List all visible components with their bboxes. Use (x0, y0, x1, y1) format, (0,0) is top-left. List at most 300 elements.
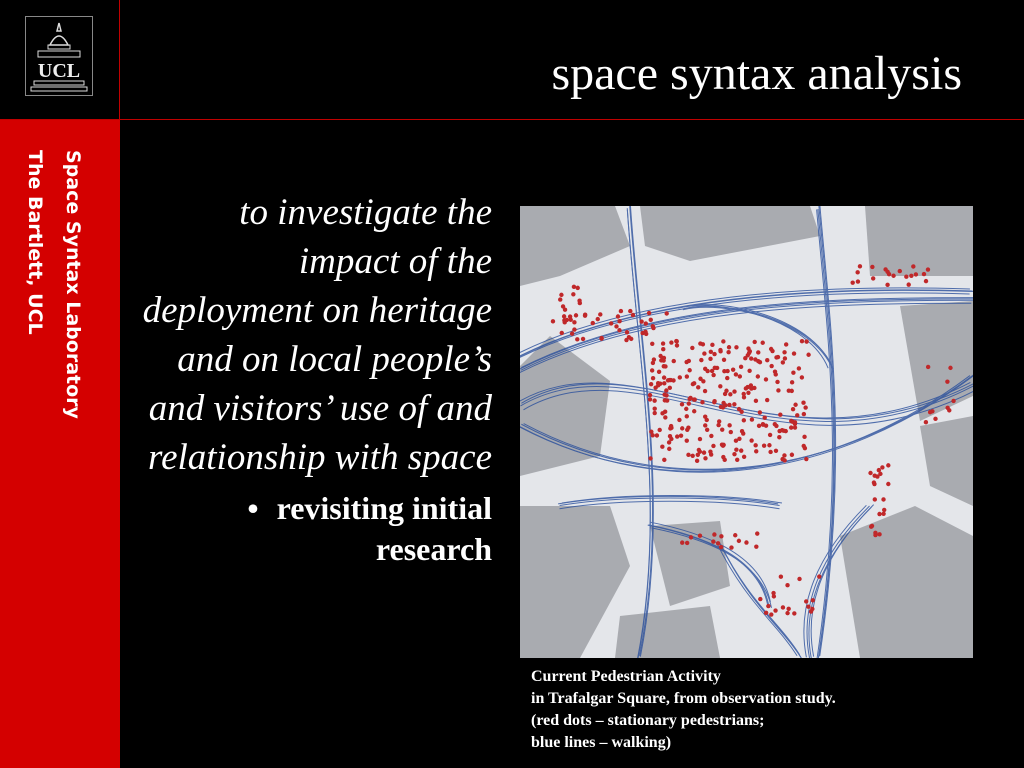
caption-line: (red dots – stationary pedestrians; (531, 712, 765, 729)
stationary-dot (723, 458, 727, 462)
stationary-dot (715, 366, 719, 370)
stationary-dot (731, 367, 735, 371)
stationary-dot (924, 279, 928, 283)
stationary-dot (727, 423, 731, 427)
stationary-dot (728, 392, 732, 396)
stationary-dot (685, 374, 689, 378)
stationary-dot (692, 409, 696, 413)
stationary-dot (767, 443, 771, 447)
stationary-dot (779, 575, 783, 579)
stationary-dot (764, 423, 768, 427)
stationary-dot (644, 321, 648, 325)
stationary-dot (712, 399, 716, 403)
caption-line: blue lines – walking) (531, 734, 672, 751)
stationary-dot (873, 533, 877, 537)
stationary-dot (708, 449, 712, 453)
stationary-dot (880, 465, 884, 469)
stationary-dot (804, 599, 808, 603)
stationary-dot (712, 532, 716, 536)
stationary-dot (721, 443, 725, 447)
stationary-dot (762, 443, 766, 447)
slide-title: space syntax analysis (551, 47, 962, 100)
stationary-dot (703, 456, 707, 460)
objective-text: to investigate the impact of the deployment on heritage and on local people’s and visitors’ use of and relationship with space (142, 192, 492, 478)
stationary-dot (769, 364, 773, 368)
stationary-dot (947, 408, 951, 412)
stationary-dot (664, 311, 668, 315)
stationary-dot (578, 301, 582, 305)
stationary-dot (754, 544, 758, 548)
stationary-dot (689, 535, 693, 539)
stationary-dot (684, 407, 688, 411)
stationary-dot (576, 286, 580, 290)
stationary-dot (764, 611, 768, 615)
stationary-dot (803, 446, 807, 450)
stationary-dot (742, 395, 746, 399)
stationary-dot (855, 270, 859, 274)
stationary-dot (700, 400, 704, 404)
stationary-dot (885, 270, 889, 274)
svg-text:UCL: UCL (37, 60, 81, 82)
stationary-dot (904, 275, 908, 279)
stationary-dot (722, 369, 726, 373)
stationary-dot (662, 375, 666, 379)
stationary-dot (701, 342, 705, 346)
stationary-dot (926, 267, 930, 271)
stationary-dot (692, 381, 696, 385)
stationary-dot (775, 380, 779, 384)
stationary-dot (914, 272, 918, 276)
stationary-dot (723, 392, 727, 396)
stationary-dot (664, 388, 668, 392)
stationary-dot (777, 429, 781, 433)
stationary-dot (793, 425, 797, 429)
stationary-dot (559, 293, 563, 297)
stationary-dot (761, 341, 765, 345)
stationary-dot (661, 347, 665, 351)
stationary-dot (698, 437, 702, 441)
stationary-dot (749, 438, 753, 442)
ucl-logo (25, 16, 93, 96)
stationary-dot (721, 339, 725, 343)
stationary-dot (907, 282, 911, 286)
stationary-dot (711, 373, 715, 377)
school-name: The Bartlett, UCL (24, 150, 46, 335)
stationary-dot (778, 413, 782, 417)
stationary-dot (909, 274, 913, 278)
stationary-dot (647, 311, 651, 315)
stationary-dot (686, 453, 690, 457)
stationary-dot (768, 433, 772, 437)
caption-line: Current Pedestrian Activity (531, 668, 721, 685)
stationary-dot (725, 376, 729, 380)
stationary-dot (757, 424, 761, 428)
stationary-dot (801, 401, 805, 405)
stationary-dot (560, 331, 564, 335)
stationary-dot (886, 482, 890, 486)
stationary-dot (737, 539, 741, 543)
stationary-dot (656, 381, 660, 385)
stationary-dot (868, 471, 872, 475)
stationary-dot (749, 386, 753, 390)
stationary-dot (763, 416, 767, 420)
stationary-dot (850, 280, 854, 284)
stationary-dot (687, 397, 691, 401)
stationary-dot (711, 444, 715, 448)
stationary-dot (649, 318, 653, 322)
stationary-dot (685, 541, 689, 545)
stationary-dot (729, 430, 733, 434)
stationary-dot (926, 365, 930, 369)
stationary-dot (705, 428, 709, 432)
stationary-dot (617, 328, 621, 332)
stationary-dot (650, 368, 654, 372)
stationary-dot (729, 545, 733, 549)
stationary-dot (698, 450, 702, 454)
stationary-dot (755, 531, 759, 535)
stationary-dot (877, 512, 881, 516)
stationary-dot (773, 608, 777, 612)
stationary-dot (945, 379, 949, 383)
stationary-dot (776, 388, 780, 392)
stationary-dot (793, 403, 797, 407)
stationary-dot (881, 512, 885, 516)
sidebar-band (0, 120, 120, 768)
stationary-dot (648, 393, 652, 397)
stationary-dot (792, 611, 796, 615)
stationary-dot (662, 392, 666, 396)
stationary-dot (753, 340, 757, 344)
stationary-dot (756, 374, 760, 378)
stationary-dot (858, 264, 862, 268)
stationary-dot (572, 327, 576, 331)
stationary-dot (599, 336, 603, 340)
stationary-dot (678, 375, 682, 379)
stationary-dot (598, 312, 602, 316)
stationary-dot (783, 356, 787, 360)
stationary-dot (662, 381, 666, 385)
stationary-dot (877, 468, 881, 472)
stationary-dot (797, 366, 801, 370)
stationary-dot (651, 376, 655, 380)
stationary-dot (703, 423, 707, 427)
stationary-dot (551, 319, 555, 323)
stationary-dot (672, 359, 676, 363)
stationary-dot (817, 574, 821, 578)
stationary-dot (631, 313, 635, 317)
stationary-dot (911, 264, 915, 268)
stationary-dot (803, 405, 807, 409)
stationary-dot (657, 428, 661, 432)
stationary-dot (675, 339, 679, 343)
stationary-dot (625, 330, 629, 334)
stationary-dot (669, 340, 673, 344)
stationary-dot (617, 319, 621, 323)
stationary-dot (574, 313, 578, 317)
divider-vertical (119, 0, 120, 120)
stationary-dot (651, 324, 655, 328)
stationary-dot (802, 435, 806, 439)
stationary-dot (802, 412, 806, 416)
stationary-dot (776, 355, 780, 359)
stationary-dot (658, 354, 662, 358)
stationary-dot (675, 343, 679, 347)
stationary-dot (661, 341, 665, 345)
stationary-dot (791, 371, 795, 375)
stationary-dot (710, 369, 714, 373)
stationary-dot (703, 389, 707, 393)
stationary-dot (709, 434, 713, 438)
stationary-dot (806, 353, 810, 357)
stationary-dot (928, 410, 932, 414)
stationary-dot (781, 428, 785, 432)
stationary-dot (891, 274, 895, 278)
stationary-dot (709, 350, 713, 354)
stationary-dot (686, 425, 690, 429)
stationary-dot (734, 372, 738, 376)
stationary-dot (787, 389, 791, 393)
stationary-dot (572, 285, 576, 289)
stationary-dot (791, 407, 795, 411)
stationary-dot (753, 443, 757, 447)
stationary-dot (737, 437, 741, 441)
stationary-dot (877, 532, 881, 536)
stationary-dot (660, 445, 664, 449)
stationary-dot (732, 452, 736, 456)
stationary-dot (769, 612, 773, 616)
caption-line: in Trafalgar Square, from observation study. (531, 690, 836, 707)
stationary-dot (669, 378, 673, 382)
stationary-dot (768, 450, 772, 454)
stationary-dot (653, 411, 657, 415)
stationary-dot (562, 314, 566, 318)
stationary-dot (723, 403, 727, 407)
stationary-dot (740, 429, 744, 433)
stationary-dot (948, 366, 952, 370)
stationary-dot (687, 359, 691, 363)
stationary-dot (609, 321, 613, 325)
stationary-dot (758, 597, 762, 601)
stationary-dot (800, 339, 804, 343)
stationary-dot (770, 349, 774, 353)
stationary-dot (885, 283, 889, 287)
stationary-dot (662, 458, 666, 462)
stationary-dot (870, 524, 874, 528)
stationary-dot (711, 539, 715, 543)
stationary-dot (663, 398, 667, 402)
stationary-dot (739, 448, 743, 452)
stationary-dot (789, 419, 793, 423)
stationary-dot (708, 357, 712, 361)
stationary-dot (675, 434, 679, 438)
stationary-dot (746, 353, 750, 357)
stationary-dot (596, 317, 600, 321)
stationary-dot (690, 346, 694, 350)
stationary-dot (898, 269, 902, 273)
stationary-dot (754, 399, 758, 403)
stationary-dot (790, 380, 794, 384)
stationary-dot (690, 454, 694, 458)
stationary-dot (667, 447, 671, 451)
stationary-dot (699, 358, 703, 362)
stationary-dot (648, 456, 652, 460)
stationary-dot (692, 397, 696, 401)
stationary-dot (710, 343, 714, 347)
stationary-dot (563, 320, 567, 324)
stationary-dot (933, 417, 937, 421)
stationary-dot (695, 459, 699, 463)
stationary-dot (744, 540, 748, 544)
stationary-dot (756, 350, 760, 354)
stationary-dot (663, 415, 667, 419)
stationary-dot (781, 605, 785, 609)
stationary-dot (733, 533, 737, 537)
stationary-dot (873, 497, 877, 501)
stationary-dot (649, 382, 653, 386)
stationary-dot (739, 410, 743, 414)
stationary-dot (722, 358, 726, 362)
stationary-dot (734, 448, 738, 452)
figure-caption (531, 666, 836, 754)
stationary-dot (774, 449, 778, 453)
stationary-dot (640, 331, 644, 335)
stationary-dot (804, 339, 808, 343)
stationary-dot (727, 345, 731, 349)
stationary-dot (746, 346, 750, 350)
stationary-dot (871, 276, 875, 280)
stationary-dot (870, 265, 874, 269)
stationary-dot (650, 342, 654, 346)
stationary-dot (639, 319, 643, 323)
stationary-dot (558, 297, 562, 301)
stationary-dot (772, 594, 776, 598)
stationary-dot (680, 426, 684, 430)
stationary-dot (800, 375, 804, 379)
stationary-dot (750, 417, 754, 421)
stationary-dot (705, 418, 709, 422)
stationary-dot (629, 337, 633, 341)
stationary-dot (782, 350, 786, 354)
stationary-dot (738, 374, 742, 378)
stationary-dot (766, 604, 770, 608)
pedestrian-activity-map (520, 206, 973, 658)
stationary-dot (698, 534, 702, 538)
stationary-dot (628, 309, 632, 313)
stationary-dot (951, 399, 955, 403)
stationary-dot (687, 368, 691, 372)
stationary-dot (746, 391, 750, 395)
stationary-dot (765, 398, 769, 402)
stationary-dot (804, 457, 808, 461)
stationary-dot (702, 450, 706, 454)
stationary-dot (742, 418, 746, 422)
stationary-dot (719, 534, 723, 538)
stationary-dot (732, 402, 736, 406)
stationary-dot (705, 369, 709, 373)
stationary-dot (680, 540, 684, 544)
stationary-dot (685, 414, 689, 418)
stationary-dot (680, 402, 684, 406)
stationary-dot (696, 385, 700, 389)
stationary-dot (856, 279, 860, 283)
stationary-dot (806, 605, 810, 609)
stationary-dot (719, 405, 723, 409)
stationary-dot (786, 607, 790, 611)
stationary-dot (758, 410, 762, 414)
stationary-dot (663, 364, 667, 368)
stationary-dot (719, 545, 723, 549)
stationary-dot (792, 351, 796, 355)
stationary-dot (922, 272, 926, 276)
stationary-dot (878, 472, 882, 476)
stationary-dot (652, 398, 656, 402)
divider-horizontal (0, 119, 1024, 120)
stationary-dot (797, 577, 801, 581)
stationary-dot (924, 420, 928, 424)
stationary-dot (687, 401, 691, 405)
stationary-dot (718, 384, 722, 388)
stationary-dot (754, 449, 758, 453)
stationary-dot (669, 437, 673, 441)
stationary-dot (591, 321, 595, 325)
stationary-dot (764, 377, 768, 381)
bullet-text: revisiting initial research (276, 490, 492, 567)
stationary-dot (732, 389, 736, 393)
stationary-dot (749, 356, 753, 360)
stationary-dot (789, 425, 793, 429)
stationary-dot (677, 418, 681, 422)
stationary-dot (571, 292, 575, 296)
stationary-dot (781, 360, 785, 364)
stationary-dot (583, 313, 587, 317)
stationary-dot (735, 458, 739, 462)
stationary-dot (765, 358, 769, 362)
stationary-dot (727, 403, 731, 407)
stationary-dot (774, 372, 778, 376)
stationary-dot (718, 349, 722, 353)
stationary-dot (739, 365, 743, 369)
stationary-dot (777, 435, 781, 439)
stationary-dot (575, 337, 579, 341)
lab-name: Space Syntax Laboratory (62, 150, 84, 419)
stationary-dot (716, 423, 720, 427)
stationary-dot (712, 352, 716, 356)
stationary-dot (882, 508, 886, 512)
stationary-dot (685, 438, 689, 442)
stationary-dot (742, 455, 746, 459)
stationary-dot (581, 337, 585, 341)
stationary-dot (702, 351, 706, 355)
stationary-dot (657, 370, 661, 374)
stationary-dot (758, 360, 762, 364)
stationary-dot (785, 583, 789, 587)
bullet-item (140, 488, 492, 570)
stationary-dot (782, 453, 786, 457)
stationary-dot (872, 480, 876, 484)
bullet-marker: • (247, 490, 259, 526)
stationary-dot (795, 413, 799, 417)
stationary-dot (785, 611, 789, 615)
stationary-dot (655, 433, 659, 437)
stationary-dot (811, 598, 815, 602)
stationary-dot (659, 358, 663, 362)
stationary-dot (572, 320, 576, 324)
stationary-dot (784, 342, 788, 346)
stationary-dot (734, 345, 738, 349)
stationary-dot (716, 541, 720, 545)
stationary-dot (624, 338, 628, 342)
stationary-dot (569, 318, 573, 322)
